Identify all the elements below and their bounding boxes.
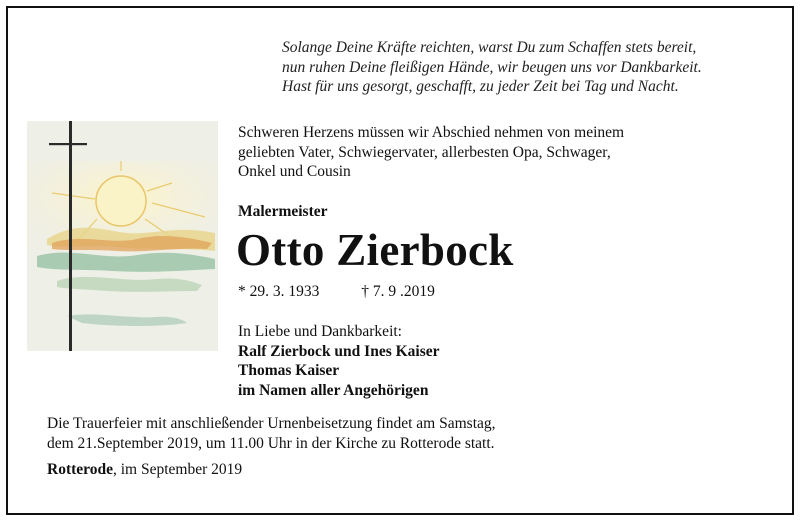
intro-line: Schweren Herzens müssen wir Abschied nehmen von meinem xyxy=(238,124,625,141)
signature-date: , im September 2019 xyxy=(113,461,243,478)
signature-place: Rotterode xyxy=(47,461,113,478)
sun xyxy=(96,176,146,226)
mourner-name: Thomas Kaiser xyxy=(238,362,340,379)
life-dates xyxy=(238,283,435,301)
funeral-line: Die Trauerfeier mit anschließender Urnenbeisetzung findet am Samstag, xyxy=(47,415,496,432)
poem-line: nun ruhen Deine fleißigen Hände, wir beugen uns vor Dankbarkeit. xyxy=(282,58,702,76)
mourners xyxy=(238,322,440,400)
poem xyxy=(282,38,782,97)
intro-text xyxy=(238,123,718,182)
mourner-name: im Namen aller Angehörigen xyxy=(238,381,429,399)
poem-line: Hast für uns gesorgt, geschafft, zu jeder Zeit bei Tag und Nacht. xyxy=(282,78,679,95)
birth-date: * 29. 3. 1933 xyxy=(238,283,320,300)
cross-sunset-illustration xyxy=(27,121,218,351)
occupation: Malermeister xyxy=(238,203,328,220)
signature-line xyxy=(47,461,242,479)
mourner-name: Ralf Zierbock und Ines Kaiser xyxy=(238,342,440,360)
deceased-name: Otto Zierbock xyxy=(236,225,514,275)
poem-line: Solange Deine Kräfte reichten, warst Du zum Schaffen stets bereit, xyxy=(282,39,697,56)
mourners-intro: In Liebe und Dankbarkeit: xyxy=(238,323,402,340)
death-date: † 7. 9 .2019 xyxy=(361,283,435,300)
intro-line: geliebten Vater, Schwiegervater, allerbesten Opa, Schwager, xyxy=(238,143,611,161)
intro-line: Onkel und Cousin xyxy=(238,163,351,180)
funeral-line: dem 21.September 2019, um 11.00 Uhr in der Kirche zu Rotterode statt. xyxy=(47,434,495,452)
funeral-notice xyxy=(47,414,496,453)
